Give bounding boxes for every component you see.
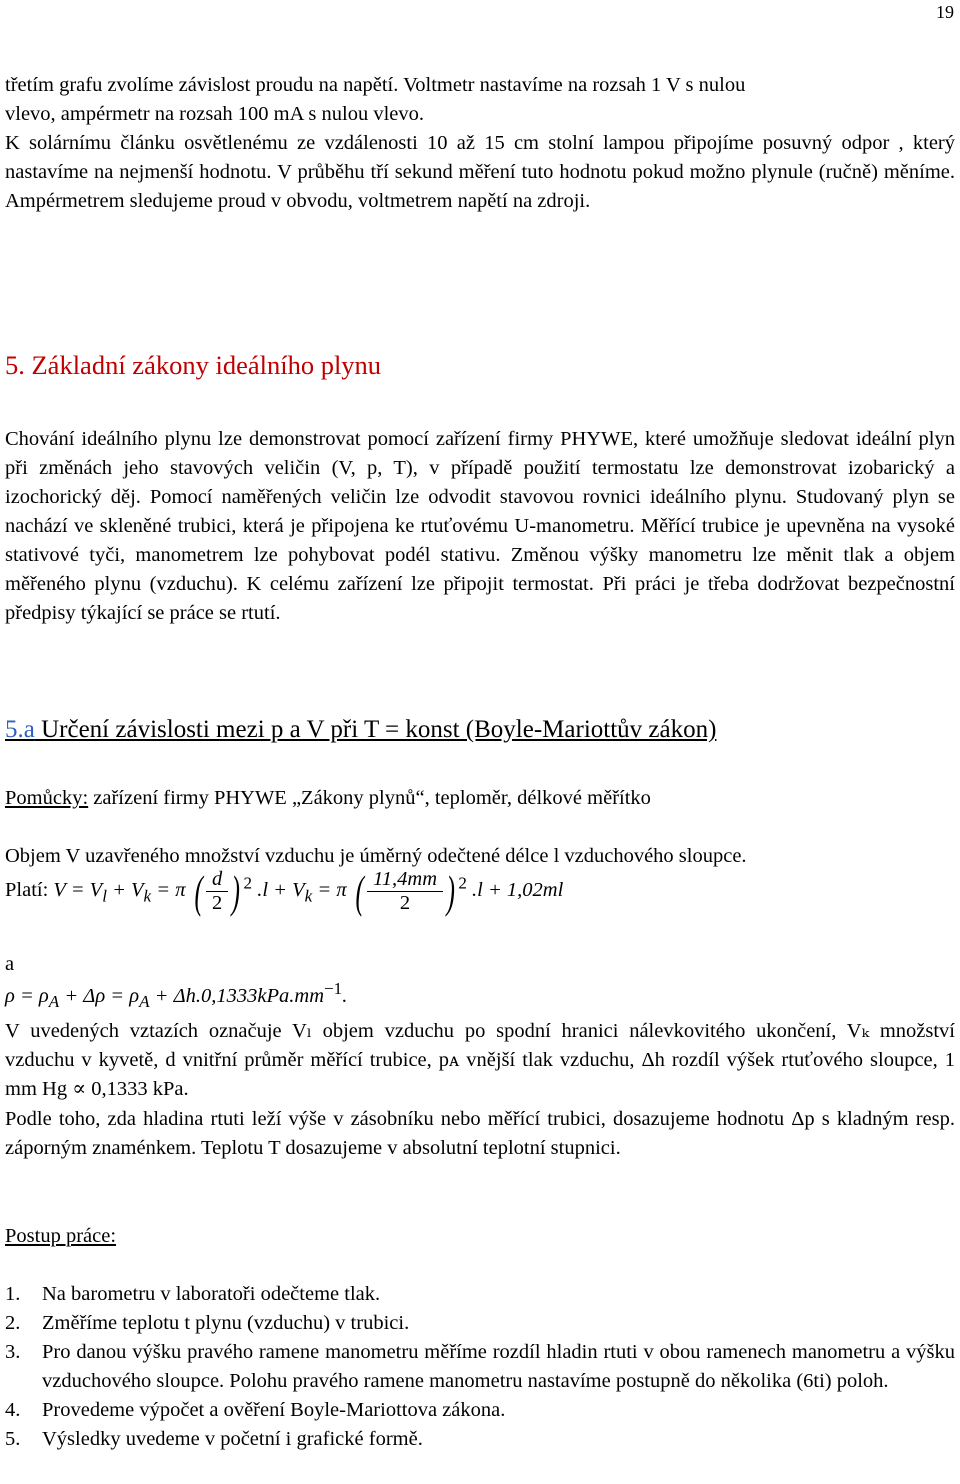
- step-text: Výsledky uvedeme v početní i grafické formě.: [42, 1428, 423, 1450]
- eq1-left: V = V: [53, 879, 103, 902]
- step-number: 4.: [5, 1399, 21, 1421]
- plati-label: Platí:: [5, 879, 49, 902]
- page-number: 19: [936, 2, 954, 22]
- aids-line: [5, 784, 955, 813]
- intro-line-2: vlevo, ampérmetr na rozsah 100 mA s nulou vlevo.: [5, 103, 425, 125]
- step-1: [5, 1280, 955, 1309]
- step-text: Na barometru v laboratoři odečteme tlak.: [42, 1283, 381, 1305]
- exp-1: 2: [243, 873, 253, 893]
- subsection-number: 5.a: [5, 716, 35, 743]
- frac1-den: 2: [211, 892, 223, 914]
- eq2-exp: −1: [324, 979, 343, 998]
- step-2: [5, 1309, 955, 1338]
- frac2-num: 11,4mm: [367, 868, 443, 892]
- eq1-plus: + V: [106, 879, 144, 902]
- procedure-list: [5, 1280, 955, 1454]
- step-text: Změříme teplotu t plynu (vzduchu) v trubici.: [42, 1312, 410, 1334]
- aids-text: zařízení firmy PHYWE „Zákony plynů“, teploměr, délkové měřítko: [88, 787, 651, 809]
- paren-left-2: (: [355, 865, 364, 917]
- volume-text: Objem V uzavřeného množství vzduchu je úměrný odečtené délce l vzduchového sloupce.: [5, 845, 747, 867]
- intro-paragraph: K solárnímu článku osvětlenému ze vzdálenosti 10 až 15 cm stolní lampou připojíme posuvný odpor , který nastavíme na nejmenší hodnotu. V průběhu tří sekund měření tuto hodnotu pokud možno plynule (ručně) měníme. Ampérmetrem sledujeme proud v obvodu, voltmetrem napětí na zdroji.: [5, 132, 955, 212]
- eq2-a: ρ = ρ: [5, 984, 49, 1007]
- procedure-label: Postup práce:: [5, 1225, 117, 1247]
- step-number: 3.: [5, 1341, 21, 1363]
- section-heading: 5. Základní zákony ideálního plynu: [5, 350, 382, 380]
- eq1-eq: = π: [151, 879, 186, 902]
- eq1-sub-k: k: [143, 886, 152, 906]
- exp-2: 2: [458, 873, 467, 893]
- intro-line-1: třetím grafu zvolíme závislost proudu na napětí. Voltmetr nastavíme na rozsah 1 V s nulou: [5, 74, 746, 96]
- section-paragraph: Chování ideálního plynu lze demonstrovat pomocí zařízení firmy PHYWE, které umožňuje sledovat ideální plyn při změnách jeho stavových veličin (V, p, T), v případě použití termostatu lze demonstrovat izobarický a izochorický děj. Pomocí naměřených veličin lze odvodit stavovou rovnici ideálního plynu. Studovaný plyn se nachází ve skleněné trubici, která je připojena ke rtuťovému U-manometru. Měřící trubice je upevněna na vysoké stativové tyči, manometrem lze pohybovat podél stativu. Změnou výšky manometru lze měnit tlak a objem měřeného plynu (vzduchu). K celému zařízení lze připojit termostat. Při práci je třeba dodržovat bezpečnostní předpisy týkající se práce se rtutí.: [5, 428, 955, 624]
- step-text: Pro danou výšku pravého ramene manometru měříme rozdíl hladin rtuti v obou ramenech manometru a výšku vzduchového sloupce. Polohu pravého ramene manometru nastavíme postupně do několika (6ti) poloh.: [42, 1341, 955, 1392]
- step-5: [5, 1425, 955, 1454]
- subsection-heading: [5, 716, 716, 744]
- fraction-d: [206, 868, 228, 915]
- eq2-b: + Δρ = ρ: [59, 984, 140, 1007]
- eq2-sub-a2: A: [139, 991, 150, 1011]
- connector-a: a: [5, 953, 15, 975]
- subsection-title: Určení závislosti mezi p a V při T = konst (Boyle-Mariottův zákon): [34, 716, 717, 743]
- step-text: Provedeme výpočet a ověření Boyle-Mariottova zákona.: [42, 1399, 506, 1421]
- equation-volume: [5, 865, 564, 917]
- equation-density: [5, 979, 347, 1012]
- eq2-end: .: [342, 984, 348, 1007]
- eq2-c: + Δh.0,1333kPa.mm: [149, 984, 325, 1007]
- fraction-diameter: [367, 868, 443, 915]
- eq1-sub-l: l: [102, 886, 107, 906]
- intro-text: [5, 71, 955, 216]
- step-number: 1.: [5, 1283, 21, 1305]
- step-3: [5, 1338, 955, 1396]
- aids-label: Pomůcky:: [5, 787, 89, 809]
- explanation-1: V uvedených vztazích označuje Vₗ objem vzduchu po spodní hranici nálevkovitého ukončení, Vₖ množství vzduchu v kyvetě, d vnitřní průměr měřící trubice, pᴀ vnější tlak vzduchu, Δh rozdíl výšek rtuťového sloupce, 1 mm Hg ∝ 0,1333 kPa.: [5, 1020, 955, 1100]
- eq1-end: .l + 1,02ml: [472, 879, 564, 902]
- paren-right: ): [231, 865, 241, 917]
- eq1-sub-k2: k: [304, 886, 313, 906]
- eq2-sub-a: A: [48, 991, 60, 1011]
- paren-right-2: ): [446, 865, 455, 917]
- paren-left: (: [194, 865, 203, 917]
- frac1-num: d: [206, 868, 228, 892]
- frac2-den: 2: [399, 892, 411, 914]
- step-4: [5, 1396, 955, 1425]
- explanation-2: Podle toho, zda hladina rtuti leží výše v zásobníku nebo měřící trubici, dosazujeme hodnotu Δp s kladným resp. záporným znaménkem. Teplotu T dosazujeme v absolutní teplotní stupnici.: [5, 1108, 955, 1159]
- eq1-eq2: = π: [312, 879, 347, 902]
- step-number: 2.: [5, 1312, 21, 1334]
- eq1-mid: .l + V: [257, 879, 305, 902]
- step-number: 5.: [5, 1428, 21, 1450]
